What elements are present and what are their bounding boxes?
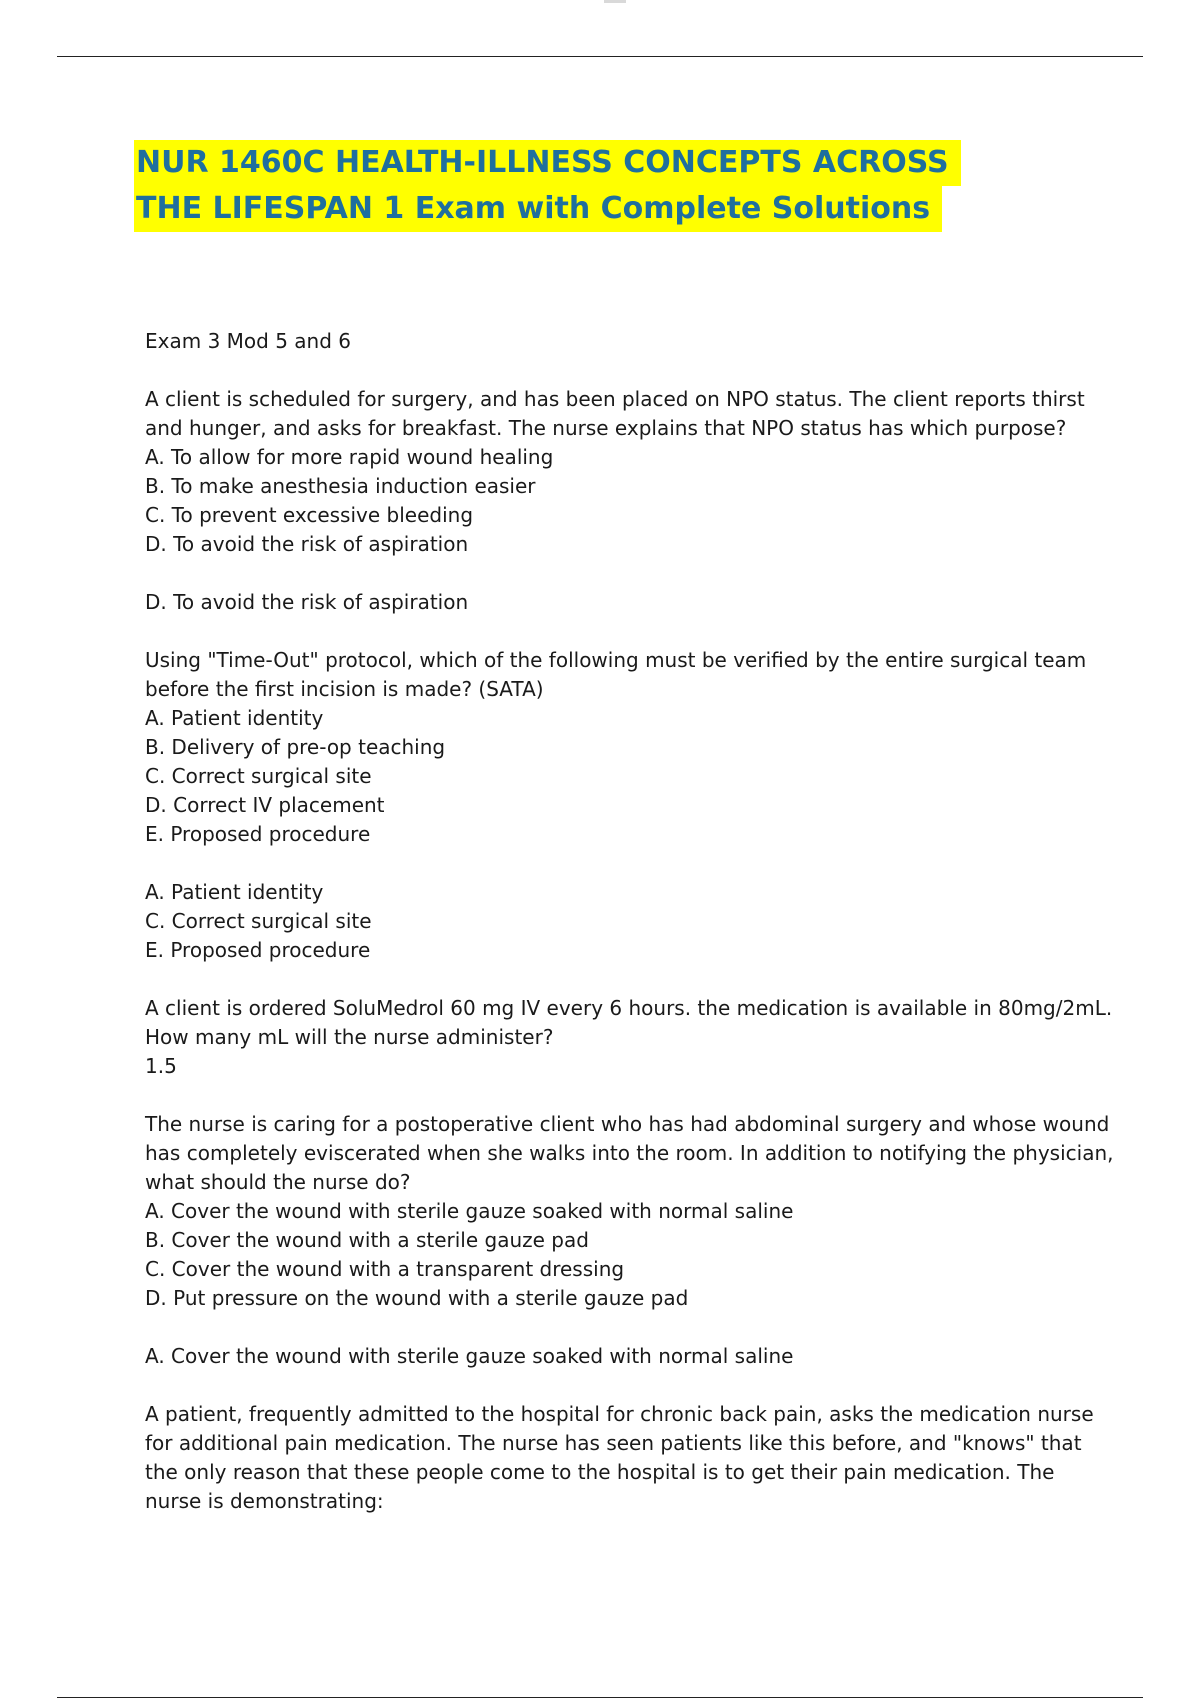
header-rule: [57, 56, 1143, 57]
question-4-option-a: A. Cover the wound with sterile gauze soaked with normal saline: [145, 1199, 794, 1223]
question-4-option-d: D. Put pressure on the wound with a sterile gauze pad: [145, 1286, 689, 1310]
document-title: [134, 140, 1094, 232]
top-page-mark: [604, 0, 626, 3]
question-5-stem-line: A patient, frequently admitted to the hospital for chronic back pain, asks the medication nurse: [145, 1402, 1094, 1426]
question-5-stem-line: for additional pain medication. The nurse has seen patients like this before, and "knows" that: [145, 1431, 1082, 1455]
question-4-stem-line: what should the nurse do?: [145, 1170, 411, 1194]
question-3: [145, 994, 1113, 1081]
question-2: [145, 646, 1105, 965]
title-line-1: NUR 1460C HEALTH-ILLNESS CONCEPTS ACROSS: [134, 140, 961, 186]
question-4-option-c: C. Cover the wound with a transparent dressing: [145, 1257, 625, 1281]
question-1-option-c: C. To prevent excessive bleeding: [145, 503, 474, 527]
question-2-option-d: D. Correct IV placement: [145, 793, 385, 817]
question-1-option-d: D. To avoid the risk of aspiration: [145, 532, 469, 556]
question-4-answer: A. Cover the wound with sterile gauze soaked with normal saline: [145, 1344, 794, 1368]
question-2-answer-line: C. Correct surgical site: [145, 909, 372, 933]
question-4-option-b: B. Cover the wound with a sterile gauze pad: [145, 1228, 589, 1252]
question-2-option-b: B. Delivery of pre-op teaching: [145, 735, 446, 759]
title-line-2: THE LIFESPAN 1 Exam with Complete Solutions: [134, 186, 942, 232]
question-2-stem-line: Using "Time-Out" protocol, which of the following must be verified by the entire surgical team: [145, 648, 1087, 672]
question-5: [145, 1400, 1105, 1516]
question-4-stem-line: has completely eviscerated when she walks into the room. In addition to notifying the physician,: [145, 1141, 1114, 1165]
question-1-option-a: A. To allow for more rapid wound healing: [145, 445, 554, 469]
question-1: [145, 385, 1105, 617]
question-2-option-c: C. Correct surgical site: [145, 764, 372, 788]
question-5-stem-line: the only reason that these people come to the hospital is to get their pain medication. The: [145, 1460, 1055, 1484]
document-body: [145, 327, 1114, 1516]
question-1-stem-line: and hunger, and asks for breakfast. The nurse explains that NPO status has which purpose?: [145, 416, 1067, 440]
question-3-stem-line: How many mL will the nurse administer?: [145, 1025, 554, 1049]
question-2-option-e: E. Proposed procedure: [145, 822, 371, 846]
question-3-stem-line: A client is ordered SoluMedrol 60 mg IV every 6 hours. the medication is available in 80mg/2mL.: [145, 996, 1113, 1020]
question-2-option-a: A. Patient identity: [145, 706, 324, 730]
question-5-stem-line: nurse is demonstrating:: [145, 1489, 384, 1513]
question-1-option-b: B. To make anesthesia induction easier: [145, 474, 536, 498]
question-2-stem-line: before the first incision is made? (SATA): [145, 677, 544, 701]
question-1-answer: D. To avoid the risk of aspiration: [145, 590, 469, 614]
question-2-answer-line: E. Proposed procedure: [145, 938, 371, 962]
question-3-answer: 1.5: [145, 1054, 177, 1078]
question-4-stem-line: The nurse is caring for a postoperative client who has had abdominal surgery and whose wound: [145, 1112, 1110, 1136]
question-1-stem-line: A client is scheduled for surgery, and has been placed on NPO status. The client reports thirst: [145, 387, 1085, 411]
question-2-answer-line: A. Patient identity: [145, 880, 324, 904]
section-heading: Exam 3 Mod 5 and 6: [145, 329, 351, 353]
question-4: [145, 1110, 1114, 1371]
footer-rule: [57, 1697, 1143, 1698]
